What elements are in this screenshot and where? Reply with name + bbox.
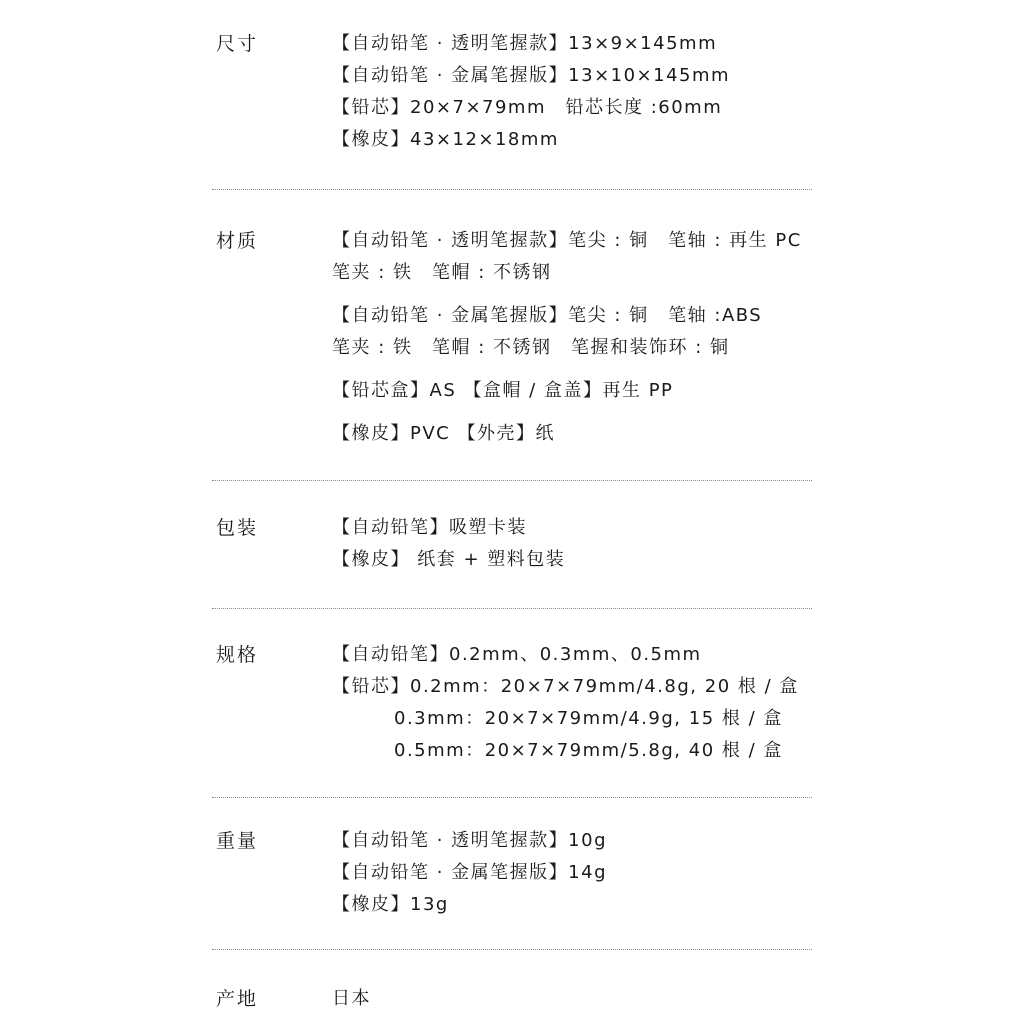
spec-line: 【橡皮】PVC 【外壳】纸 bbox=[332, 423, 555, 444]
section-label: 重量 bbox=[216, 830, 259, 852]
spec-line: 日本 bbox=[332, 988, 371, 1009]
spec-line: 【自动铅笔 · 金属笔握版】14g bbox=[332, 862, 607, 883]
spec-line: 【自动铅笔 · 透明笔握款】13×9×145mm bbox=[332, 33, 718, 54]
spec-line: 笔夹 : 铁 笔帽 : 不锈钢 笔握和装饰环 : 铜 bbox=[332, 337, 730, 358]
section-divider bbox=[212, 949, 812, 950]
section-label: 产地 bbox=[216, 988, 259, 1010]
section-label: 包装 bbox=[216, 517, 259, 539]
section-values bbox=[332, 983, 812, 1015]
section-values bbox=[332, 512, 812, 576]
spec-line: 【铅芯盒】AS 【盒帽 / 盒盖】再生 PP bbox=[332, 380, 674, 401]
spec-line: 【铅芯】0.2mm：20×7×79mm/4.8g, 20 根 / 盒 bbox=[332, 676, 799, 697]
section-label: 材质 bbox=[216, 230, 259, 252]
section-divider bbox=[212, 189, 812, 190]
spec-line: 【自动铅笔 · 金属笔握版】笔尖 : 铜 笔轴 :ABS bbox=[332, 305, 763, 326]
spec-line: 【自动铅笔 · 金属笔握版】13×10×145mm bbox=[332, 65, 731, 86]
spec-line: 笔夹 : 铁 笔帽 : 不锈钢 bbox=[332, 262, 552, 283]
spec-line: 【自动铅笔 · 透明笔握款】笔尖 : 铜 笔轴 : 再生 PC bbox=[332, 230, 802, 251]
spec-line: 【自动铅笔】吸塑卡装 bbox=[332, 517, 527, 538]
spec-line: 【橡皮】13g bbox=[332, 894, 449, 915]
section-values bbox=[332, 225, 812, 450]
section-values bbox=[332, 639, 812, 767]
section-values bbox=[332, 825, 812, 921]
section-divider bbox=[212, 608, 812, 609]
spec-line: 【橡皮】43×12×18mm bbox=[332, 129, 559, 150]
spec-line: 【自动铅笔】0.2mm、0.3mm、0.5mm bbox=[332, 644, 702, 665]
section-divider bbox=[212, 480, 812, 481]
spec-line: 【自动铅笔 · 透明笔握款】10g bbox=[332, 830, 607, 851]
spec-line: 0.5mm：20×7×79mm/5.8g, 40 根 / 盒 bbox=[394, 740, 783, 761]
spec-line: 【铅芯】20×7×79mm 铅芯长度 :60mm bbox=[332, 97, 723, 118]
spec-line: 0.3mm：20×7×79mm/4.9g, 15 根 / 盒 bbox=[394, 708, 783, 729]
section-label: 尺寸 bbox=[216, 33, 259, 55]
section-values bbox=[332, 28, 812, 156]
section-label: 规格 bbox=[216, 644, 259, 666]
spec-line: 【橡皮】 纸套 + 塑料包装 bbox=[332, 549, 566, 570]
section-divider bbox=[212, 797, 812, 798]
